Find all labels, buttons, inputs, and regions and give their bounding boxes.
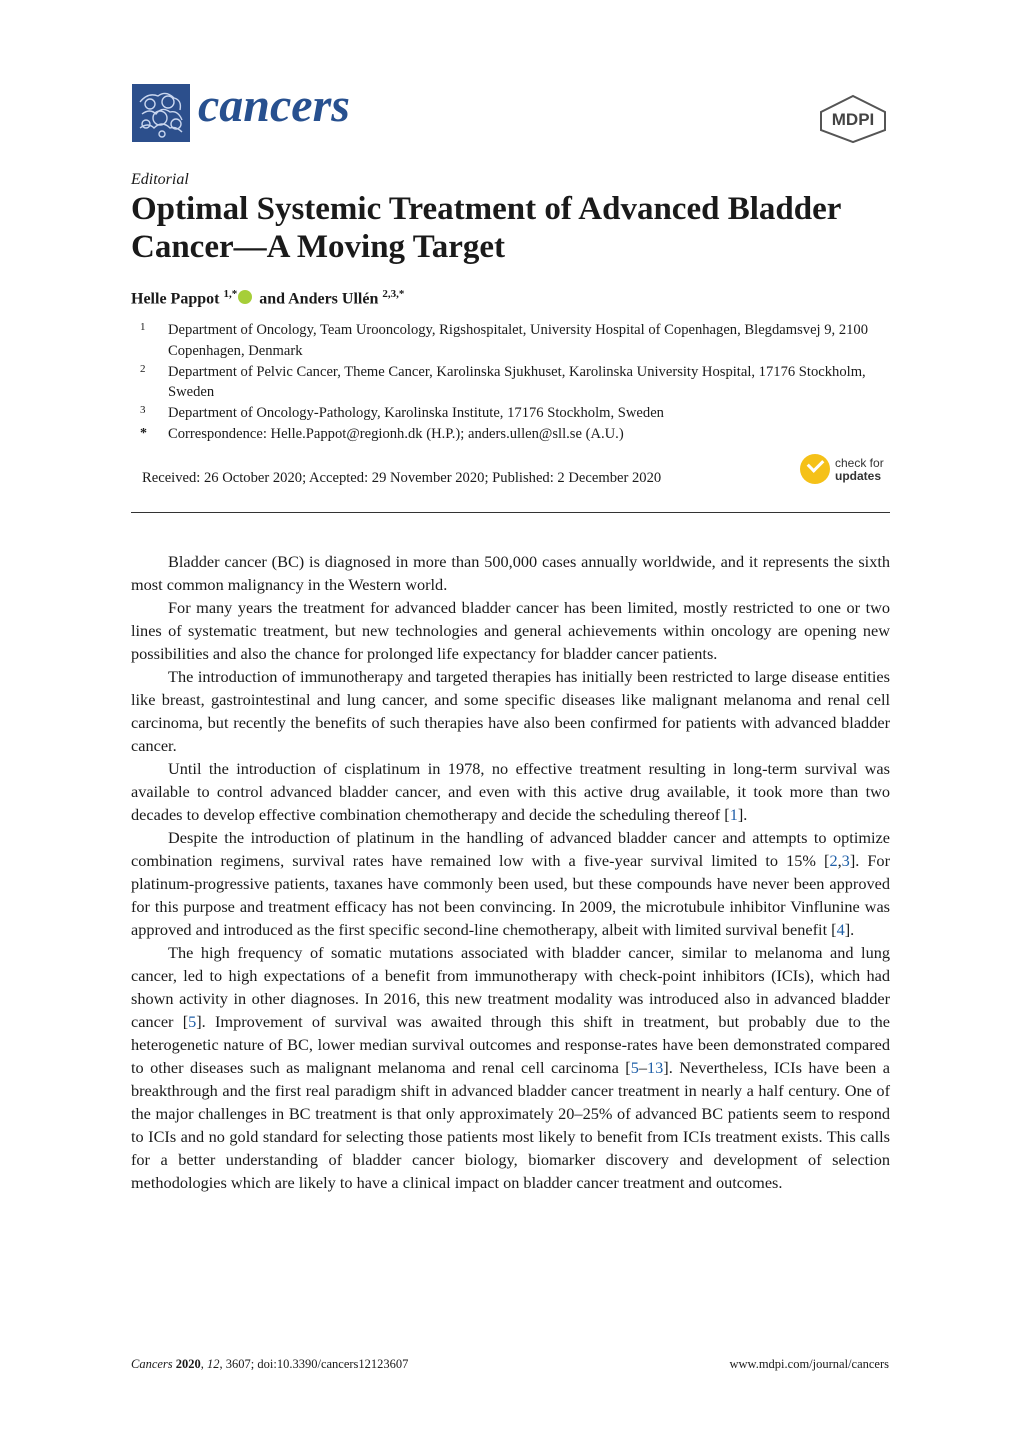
mdpi-logo-icon bbox=[815, 94, 891, 144]
check-for-updates-button[interactable] bbox=[800, 454, 895, 488]
citation-link[interactable]: 5 bbox=[630, 1058, 639, 1077]
paragraph: The high frequency of somatic mutations associated with bladder cancer, similar to melanoma and lung cancer, led to high expectations of a benefit from immunotherapy with check-point inhibitors (ICIs), which had shown activity in other diagnoses. In 2016, this new treatment modality was introduced also in advanced bladder cancer [5]. Improvement of survival was awaited through this shift in treatment, but probably due to the heterogenetic nature of BC, lower median survival outcomes and response-rates have been demonstrated compared to other diseases such as malignant melanoma and renal cell carcinoma [5–13]. Nevertheless, ICIs have been a breakthrough and the first real paradigm shift in advanced bladder cancer treatment in nearly a half century. One of the major challenges in BC treatment is that only approximately 20–25% of advanced BC patients seem to respond to ICIs and no gold standard for selecting those patients most likely to benefit from ICIs treatment exists. This calls for a better understanding of bladder cancer biology, biomarker discovery and development of selection methodologies which are likely to have a clinical impact on bladder cancer treatment and outcomes. bbox=[131, 943, 891, 1192]
footer-doi: , 3607; doi:10.3390/cancers12123607 bbox=[219, 1357, 409, 1371]
affiliation-item bbox=[131, 403, 891, 424]
check-updates-label: updates bbox=[835, 469, 882, 483]
publisher-name: MDPI bbox=[831, 110, 875, 129]
footer-citation: Cancers 2020, 12, 3607; doi:10.3390/cancers12123607 bbox=[131, 1357, 409, 1371]
citation-link[interactable]: 13 bbox=[647, 1058, 664, 1077]
check-updates-icon bbox=[800, 454, 830, 484]
affiliation-item bbox=[131, 362, 891, 404]
author-name[interactable]: Anders Ullén bbox=[288, 290, 379, 308]
footer-volume: 12 bbox=[207, 1357, 220, 1371]
affiliation-number: 1 bbox=[140, 321, 146, 333]
citation-link[interactable]: 4 bbox=[836, 920, 845, 939]
affiliation-text: Department of Pelvic Cancer, Theme Cancer, Karolinska Sjukhuset, Karolinska University Hospital, 17176 Stockholm, Sweden bbox=[168, 363, 866, 401]
affiliation-number: 3 bbox=[140, 404, 146, 417]
affiliation-item bbox=[131, 320, 891, 362]
paragraph: The introduction of immunotherapy and targeted therapies has initially been restricted to large disease entities like breast, gastrointestinal and lung cancer, and some specific diseases like malignant melanoma and renal cell carcinoma, but recently the benefits of such therapies have also been confirmed for patients with advanced bladder cancer. bbox=[131, 667, 890, 755]
check-updates-label: check for bbox=[835, 456, 884, 470]
orcid-icon[interactable] bbox=[238, 290, 252, 304]
author-connector: and bbox=[259, 290, 285, 308]
journal-logo-icon bbox=[132, 84, 190, 142]
author-name[interactable]: Helle Pappot bbox=[131, 290, 220, 308]
article-type: Editorial bbox=[131, 171, 189, 188]
affiliation-text: Department of Oncology-Pathology, Karolinska Institute, 17176 Stockholm, Sweden bbox=[168, 405, 664, 422]
author-affiliation-marker: 2,3,* bbox=[382, 288, 405, 300]
divider bbox=[131, 512, 890, 513]
author-list bbox=[131, 288, 404, 308]
footer-url[interactable]: www.mdpi.com/journal/cancers bbox=[729, 1357, 889, 1371]
affiliation-number: 2 bbox=[140, 362, 146, 375]
citation-link[interactable]: 1 bbox=[729, 805, 738, 824]
article-body bbox=[131, 550, 890, 1194]
author-affiliation-marker: 1,* bbox=[223, 288, 238, 300]
page-title: Optimal Systemic Treatment of Advanced Bladder Cancer—A Moving Target bbox=[131, 191, 841, 265]
paragraph: For many years the treatment for advanced bladder cancer has been limited, mostly restricted to one or two lines of systematic treatment, but new technologies and general achievements within oncology are opening new possibilities and also the chance for prolonged life expectancy for bladder cancer patients. bbox=[131, 598, 890, 663]
citation-link[interactable]: 5 bbox=[188, 1012, 197, 1031]
correspondence bbox=[131, 424, 891, 445]
correspondence-text[interactable]: Correspondence: Helle.Pappot@regionh.dk (H.P.); anders.ullen@sll.se (A.U.) bbox=[168, 425, 624, 442]
citation-link[interactable]: 2 bbox=[829, 851, 838, 870]
paragraph: Until the introduction of cisplatinum in 1978, no effective treatment resulting in long-term survival was available to control advanced bladder cancer, and even with this active drug available, it took more than two decades to develop effective combination chemotherapy and decide the scheduling thereof [1]. bbox=[131, 759, 890, 824]
paragraph: Despite the introduction of platinum in the handling of advanced bladder cancer and attempts to optimize combination regimens, survival rates have remained low with a five-year survival limited to 15% [2,3]. For platinum-progressive patients, taxanes have commonly been used, but these compounds have never been approved for this purpose and treatment efficacy has not been convincing. In 2009, the microtubule inhibitor Vinflunine was approved and introduced as the first specific second-line chemotherapy, albeit with limited survival benefit [4]. bbox=[131, 828, 890, 939]
footer-year: 2020 bbox=[175, 1357, 201, 1371]
affiliations bbox=[131, 320, 891, 445]
correspondence-marker: * bbox=[140, 425, 147, 441]
affiliation-text: Department of Oncology, Team Urooncology, Rigshospitalet, University Hospital of Copenhagen, Blegdamsvej 9, 2100 Copenhagen, Denmark bbox=[168, 322, 869, 359]
footer-journal: Cancers bbox=[131, 1357, 173, 1371]
journal-name: cancers bbox=[198, 79, 350, 132]
publication-dates: Received: 26 October 2020; Accepted: 29 November 2020; Published: 2 December 2020 bbox=[142, 470, 662, 486]
citation-link[interactable]: 3 bbox=[841, 851, 850, 870]
paragraph: Bladder cancer (BC) is diagnosed in more than 500,000 cases annually worldwide, and it represents the sixth most common malignancy in the Western world. bbox=[131, 552, 890, 594]
